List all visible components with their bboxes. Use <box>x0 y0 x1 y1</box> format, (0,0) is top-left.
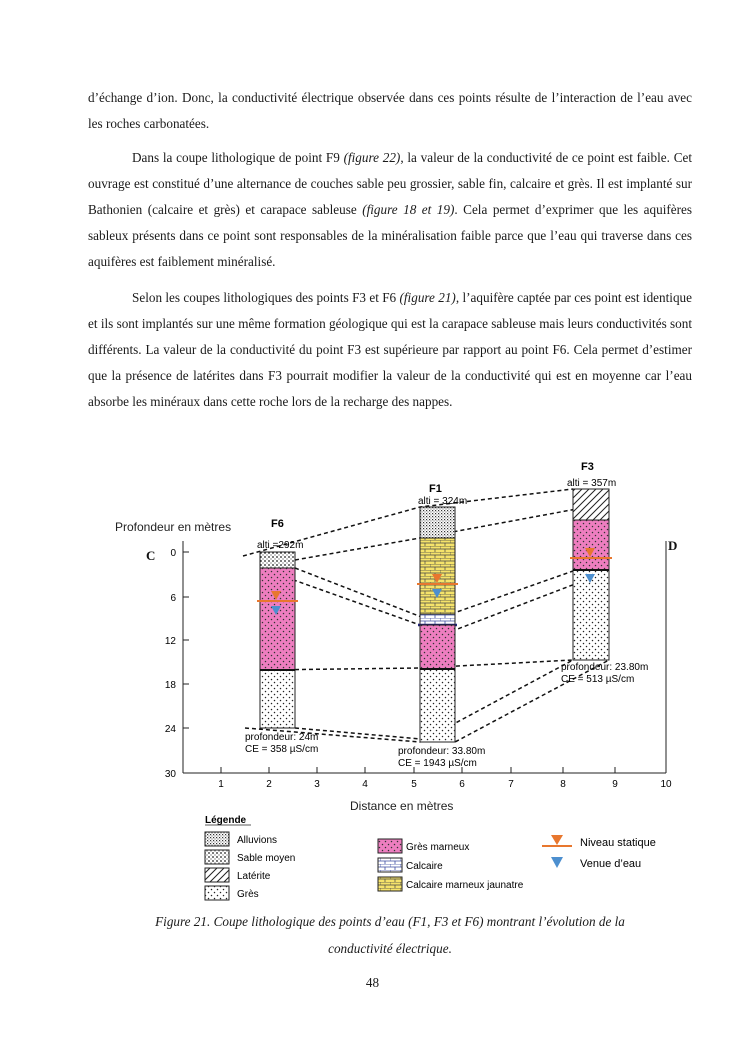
y-ticks <box>165 548 189 780</box>
legend-item-laterite <box>205 868 271 882</box>
y-tick-30 <box>165 769 189 780</box>
well-f3-ce: CE = 513 µS/cm <box>561 674 635 685</box>
section-label-d: D <box>668 538 678 553</box>
svg-text:18: 18 <box>164 680 176 691</box>
legend <box>205 815 656 900</box>
well-f1 <box>398 483 485 769</box>
paragraph-3: Selon les coupes lithologiques des points F3 et F6 (figure 21), l’aquifère captée par ces point est identique et ils sont implantés sur une même formation géologique qui est la carapace sableuse mais leurs conductivités sont différents. La valeur de la conductivité du point F3 est supérieure par rapport au point F6. Cela permet d’estimer que la présence de latérites dans F3 pourrait modifier la valeur de la conductivité qui est en moyenne car l’eau absorbe les minéraux dans cette roche lors de la recharge des nappes. <box>88 290 693 409</box>
x-tick-5 <box>411 767 417 790</box>
paragraph-2: Dans la coupe lithologique de point F9 (figure 22), la valeur de la conductivité de ce point est faible. Cet ouvrage est constitué d’une alternance de couches sable peu grossier, sable fin, calcaire et grès. Il est implanté sur Bathonien (calcaire et grès) et carapace sableuse (figure 18 et 19). Cela permet d’exprimer que les aquifères sableux présents dans ce point sont responsables de la minéralisation faible parce que l’eau qui traverse dans ces aquifères est faiblement minéralisé. <box>88 150 693 269</box>
svg-text:30: 30 <box>164 769 176 780</box>
legend-item-gres <box>205 886 259 900</box>
well-f6 <box>245 518 318 755</box>
legend-item-water-inflow <box>551 857 641 870</box>
f6-layer-sable <box>260 552 295 568</box>
svg-text:2: 2 <box>266 779 272 790</box>
legend-item-alluvions <box>205 832 277 846</box>
legend-item-static-level <box>542 835 656 849</box>
y-tick-0 <box>170 548 189 559</box>
svg-text:3: 3 <box>314 779 320 790</box>
svg-text:12: 12 <box>164 636 176 647</box>
section-label-c: C <box>146 548 156 563</box>
y-tick-18 <box>165 680 189 691</box>
y-tick-12 <box>165 636 189 647</box>
legend-item-sable <box>205 850 295 864</box>
paragraph-1: d’échange d’ion. Donc, la conductivité électrique observée dans ces points résulte de l’interaction de l’eau avec les roches carbonatées. <box>88 90 692 131</box>
f3-layer-laterite <box>573 489 609 520</box>
well-f1-alti: alti = 324m <box>418 496 468 507</box>
well-f6-name: F6 <box>271 518 284 530</box>
svg-text:8: 8 <box>560 779 566 790</box>
svg-text:10: 10 <box>660 779 672 790</box>
f1-layer-gres-marneux <box>420 625 455 669</box>
well-f3 <box>561 461 648 685</box>
svg-text:Sable moyen: Sable moyen <box>237 853 296 864</box>
x-ticks <box>218 767 672 790</box>
f1-layer-alluvions <box>420 507 455 538</box>
legend-item-gres-marneux <box>378 839 469 853</box>
svg-text:Calcaire: Calcaire <box>406 861 443 872</box>
well-f1-depth: profondeur: 33.80m <box>398 746 486 757</box>
well-f3-depth: profondeur: 23.80m <box>561 662 649 673</box>
page-number: 48 <box>365 975 380 990</box>
svg-text:1: 1 <box>218 779 224 790</box>
x-tick-9 <box>612 767 618 790</box>
x-tick-2 <box>266 767 272 790</box>
svg-text:Niveau statique: Niveau statique <box>580 837 656 849</box>
svg-text:Alluvions: Alluvions <box>237 835 278 846</box>
well-f6-alti: alti =292m <box>257 540 304 551</box>
svg-text:Latérite: Latérite <box>237 871 271 882</box>
svg-text:24: 24 <box>164 724 176 735</box>
well-f6-ce: CE = 358 µS/cm <box>245 744 319 755</box>
well-f1-ce: CE = 1943 µS/cm <box>398 758 477 769</box>
x-axis-title: Distance en mètres <box>350 799 454 813</box>
svg-text:4: 4 <box>362 779 368 790</box>
f1-layer-gres <box>420 669 455 742</box>
f3-layer-gres-marneux <box>573 520 609 570</box>
x-tick-1 <box>218 767 224 790</box>
svg-text:5: 5 <box>411 779 417 790</box>
svg-text:0: 0 <box>170 548 176 559</box>
svg-text:9: 9 <box>612 779 618 790</box>
well-f3-name: F3 <box>581 461 594 473</box>
x-tick-6 <box>459 767 465 790</box>
well-f3-alti: alti = 357m <box>567 478 617 489</box>
y-tick-24 <box>165 724 189 735</box>
x-tick-8 <box>560 767 566 790</box>
svg-text:Venue d’eau: Venue d’eau <box>580 858 642 870</box>
well-f6-depth: profondeur: 24m <box>245 732 319 743</box>
f6-layer-gres <box>260 670 295 728</box>
svg-text:Grès marneux: Grès marneux <box>406 842 470 853</box>
svg-text:7: 7 <box>508 779 514 790</box>
legend-title: Légende <box>205 815 247 826</box>
y-axis-title: Profondeur en mètres <box>115 520 232 534</box>
svg-text:Grès: Grès <box>237 889 259 900</box>
svg-text:Calcaire marneux jaunatre: Calcaire marneux jaunatre <box>406 880 524 891</box>
x-tick-10 <box>660 767 672 790</box>
f1-layer-calcaire <box>420 614 455 625</box>
x-tick-3 <box>314 767 320 790</box>
well-f1-name: F1 <box>429 483 442 495</box>
legend-item-calcaire <box>378 858 443 872</box>
x-tick-7 <box>508 767 514 790</box>
svg-text:6: 6 <box>459 779 465 790</box>
svg-text:6: 6 <box>170 593 176 604</box>
f6-layer-gres-marneux <box>260 568 295 670</box>
figure-caption: Figure 21. Coupe lithologique des points d’eau (F1, F3 et F6) montrant l’évolution de la conductivité électrique. <box>155 914 625 956</box>
y-tick-6 <box>170 593 189 604</box>
x-tick-4 <box>362 767 368 790</box>
f3-layer-gres <box>573 570 609 660</box>
legend-item-calcaire-marneux <box>378 877 524 891</box>
